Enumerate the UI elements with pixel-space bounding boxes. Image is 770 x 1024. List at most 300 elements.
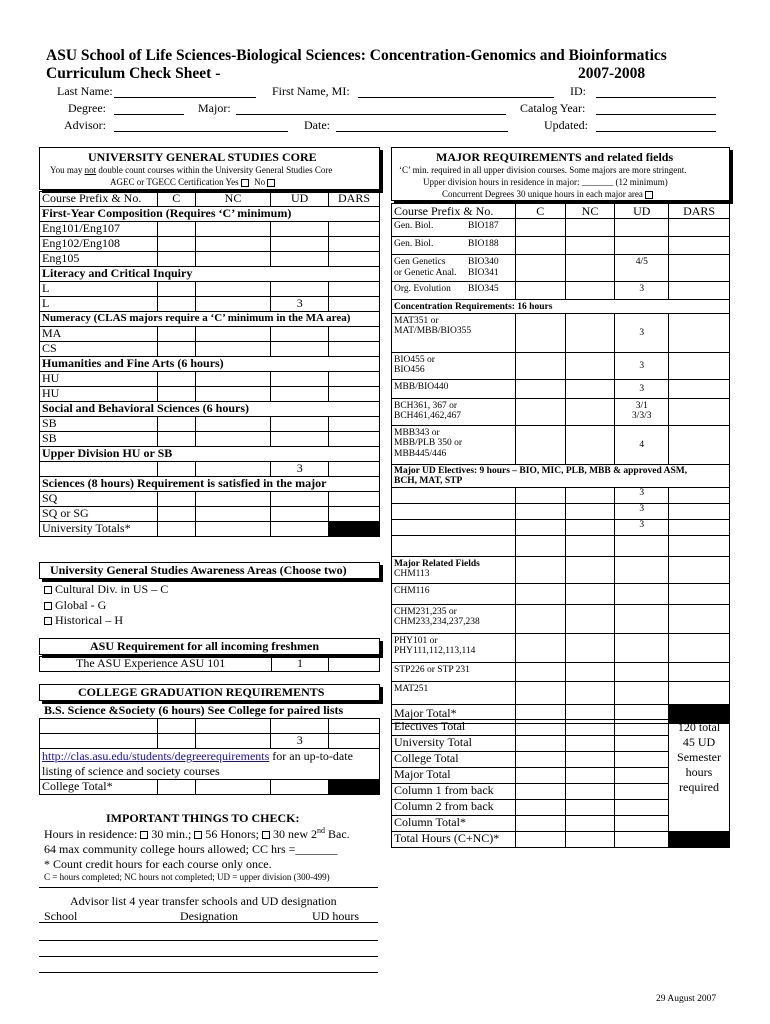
entry-cell[interactable] <box>615 768 669 784</box>
entry-cell[interactable] <box>515 282 565 300</box>
entry-cell[interactable] <box>329 282 380 297</box>
course-cell[interactable]: SB <box>40 432 158 447</box>
totals-label: Total Hours (C+NC)* <box>392 832 516 848</box>
table-row <box>392 519 730 535</box>
entry-cell[interactable] <box>329 342 380 357</box>
entry-cell[interactable] <box>669 503 730 519</box>
major-label: Major: <box>198 101 231 115</box>
entry-cell[interactable] <box>515 633 565 662</box>
table-row <box>392 464 730 487</box>
entry-cell[interactable] <box>615 800 669 816</box>
table-row <box>40 417 380 432</box>
college-c-cell[interactable] <box>157 734 195 749</box>
college-c-cell[interactable] <box>157 719 195 734</box>
entry-cell[interactable] <box>329 297 380 312</box>
entry-cell[interactable] <box>565 313 615 352</box>
ud-electives-heading: Major UD Electives: 9 hours – BIO, MIC, PLB, MBB & approved ASM, BCH, MAT, STP <box>392 464 730 487</box>
page-subtitle: Curriculum Check Sheet - <box>46 65 221 82</box>
entry-cell[interactable] <box>271 417 329 432</box>
catalog-year-field[interactable] <box>596 114 716 115</box>
entry-cell[interactable] <box>565 768 615 784</box>
advisor-row-line[interactable] <box>39 972 378 973</box>
entry-cell[interactable] <box>271 507 329 522</box>
entry-cell[interactable] <box>515 503 565 519</box>
col-header: DARS <box>669 204 730 219</box>
entry-cell[interactable] <box>565 379 615 398</box>
col-header: NC <box>195 192 271 207</box>
freshmen-table <box>39 656 380 672</box>
table-row <box>392 681 730 704</box>
college-nc-cell[interactable] <box>195 719 271 734</box>
entry-cell[interactable] <box>329 222 380 237</box>
entry-cell[interactable] <box>615 604 669 633</box>
table-row <box>40 282 380 297</box>
college-course-cell[interactable] <box>40 719 158 734</box>
entry-cell[interactable] <box>157 297 195 312</box>
entry-cell[interactable] <box>195 342 271 357</box>
asu101-hours: 1 <box>271 657 329 672</box>
entry-cell[interactable] <box>195 327 271 342</box>
entry-cell[interactable] <box>515 255 565 282</box>
course-cell[interactable]: SQ or SG <box>40 507 158 522</box>
col-header: Course Prefix & No. <box>392 204 516 219</box>
college-total-label: College Total* <box>40 780 158 795</box>
entry-cell[interactable] <box>515 752 565 768</box>
concentration-course-cell: BCH361, 367 or BCH461,462,467 <box>392 398 516 425</box>
entry-cell[interactable] <box>271 342 329 357</box>
entry-cell[interactable] <box>392 535 516 556</box>
table-row <box>392 535 730 556</box>
entry-cell[interactable] <box>515 237 565 255</box>
entry-cell[interactable] <box>515 768 565 784</box>
concentration-course-cell: MAT351 or MAT/MBB/BIO355 <box>392 313 516 352</box>
entry-cell[interactable] <box>329 462 380 477</box>
divider <box>39 887 378 888</box>
entry-cell[interactable] <box>195 492 271 507</box>
advisor-label: Advisor: <box>64 118 106 132</box>
entry-cell[interactable] <box>515 800 565 816</box>
course-cell[interactable]: Eng105 <box>40 252 158 267</box>
entry-cell[interactable] <box>392 487 516 503</box>
related-course-cell: STP226 or STP 231 <box>392 662 516 681</box>
entry-cell[interactable] <box>157 432 195 447</box>
section-heading: Humanities and Fine Arts (6 hours) <box>40 357 380 372</box>
gen-studies-table <box>39 191 380 537</box>
entry-cell[interactable] <box>669 282 730 300</box>
course-cell[interactable]: HU <box>40 372 158 387</box>
entry-cell[interactable] <box>515 487 565 503</box>
entry-cell[interactable] <box>565 503 615 519</box>
major-note-2: Upper division hours in residence in major: _______ (12 minimum) <box>423 177 668 187</box>
asu101-course: The ASU Experience ASU 101 <box>40 657 272 672</box>
checkbox-icon[interactable] <box>140 831 148 839</box>
advisor-row-line[interactable] <box>39 956 378 957</box>
col-header: DARS <box>329 192 380 207</box>
entry-cell[interactable] <box>157 522 195 537</box>
entry-cell[interactable] <box>157 372 195 387</box>
entry-cell[interactable] <box>565 784 615 800</box>
entry-cell[interactable] <box>669 352 730 379</box>
table-row <box>40 342 380 357</box>
entry-cell[interactable] <box>669 583 730 604</box>
checkbox-icon[interactable] <box>262 831 270 839</box>
ud-value: 3 <box>271 462 329 477</box>
entry-cell[interactable] <box>565 736 615 752</box>
college-total-nc[interactable] <box>195 780 271 795</box>
entry-cell[interactable] <box>157 342 195 357</box>
course-cell[interactable]: SQ <box>40 492 158 507</box>
entry-cell[interactable] <box>565 255 615 282</box>
table-row <box>392 300 730 314</box>
course-cell[interactable]: CS <box>40 342 158 357</box>
last-name-field[interactable] <box>114 97 256 98</box>
entry-cell[interactable] <box>271 282 329 297</box>
entry-cell[interactable] <box>515 784 565 800</box>
course-cell[interactable]: L <box>40 282 158 297</box>
entry-cell[interactable] <box>669 379 730 398</box>
entry-cell[interactable] <box>515 398 565 425</box>
entry-cell[interactable] <box>157 327 195 342</box>
college-course-cell[interactable] <box>40 734 158 749</box>
ud-value: 3 <box>615 282 669 300</box>
entry-cell[interactable] <box>565 832 615 848</box>
entry-cell[interactable] <box>615 720 669 736</box>
entry-cell[interactable] <box>565 662 615 681</box>
entry-cell[interactable] <box>669 487 730 503</box>
entry-cell[interactable] <box>565 219 615 237</box>
entry-cell[interactable] <box>157 462 195 477</box>
course-cell[interactable]: L <box>40 297 158 312</box>
entry-cell[interactable] <box>195 297 271 312</box>
entry-cell[interactable] <box>669 219 730 237</box>
entry-cell[interactable] <box>515 583 565 604</box>
section-heading: Sciences (8 hours) Requirement is satisfied in the major <box>40 477 380 492</box>
entry-cell[interactable] <box>157 492 195 507</box>
entry-cell[interactable] <box>515 352 565 379</box>
agec-no-checkbox[interactable] <box>267 179 275 187</box>
entry-cell[interactable] <box>515 535 565 556</box>
entry-cell[interactable] <box>392 519 516 535</box>
entry-cell[interactable] <box>669 237 730 255</box>
table-row <box>392 662 730 681</box>
cc-hours-line: 64 max community college hours allowed; CC hrs =_______ <box>44 842 338 856</box>
entry-cell[interactable] <box>565 816 615 832</box>
college-nc-cell[interactable] <box>195 734 271 749</box>
id-field[interactable] <box>596 97 716 98</box>
entry-cell[interactable] <box>565 720 615 736</box>
totals-label: Column 2 from back <box>392 800 516 816</box>
entry-cell[interactable] <box>329 417 380 432</box>
table-row <box>40 222 380 237</box>
college-table <box>39 718 380 795</box>
entry-cell[interactable] <box>271 432 329 447</box>
entry-cell[interactable] <box>515 832 565 848</box>
entry-cell[interactable] <box>669 313 730 352</box>
entry-cell[interactable] <box>195 432 271 447</box>
entry-cell[interactable] <box>329 252 380 267</box>
table-row <box>40 402 380 417</box>
table-row <box>40 312 380 327</box>
entry-cell[interactable] <box>515 379 565 398</box>
entry-cell[interactable] <box>615 633 669 662</box>
updated-field[interactable] <box>596 131 716 132</box>
degree-field[interactable] <box>114 114 184 115</box>
major-course-cell: Gen. Biol. BIO188 <box>392 237 516 255</box>
entry-cell[interactable] <box>392 503 516 519</box>
major-course-cell: Org. Evolution BIO345 <box>392 282 516 300</box>
course-cell[interactable]: MA <box>40 327 158 342</box>
page-title: ASU School of Life Sciences-Biological Sciences: Concentration-Genomics and Bioinformatics <box>46 47 667 64</box>
entry-cell[interactable] <box>565 633 615 662</box>
college-dars-cell[interactable] <box>329 734 380 749</box>
course-cell[interactable]: Eng102/Eng108 <box>40 237 158 252</box>
entry-cell[interactable] <box>271 522 329 537</box>
first-name-field[interactable] <box>358 97 554 98</box>
major-note-1: ‘C’ min. required in all upper division courses. Some majors are more stringent. <box>399 165 687 175</box>
entry-cell[interactable] <box>565 681 615 704</box>
entry-cell[interactable] <box>157 507 195 522</box>
entry-cell[interactable] <box>329 387 380 402</box>
entry-cell[interactable] <box>515 219 565 237</box>
entry-cell[interactable] <box>565 800 615 816</box>
entry-cell[interactable] <box>271 222 329 237</box>
college-total-c[interactable] <box>157 780 195 795</box>
last-name-label: Last Name: <box>57 84 113 98</box>
entry-cell[interactable] <box>669 425 730 464</box>
updated-label: Updated: <box>544 118 588 132</box>
entry-cell[interactable] <box>195 222 271 237</box>
entry-cell[interactable] <box>669 604 730 633</box>
entry-cell[interactable] <box>157 222 195 237</box>
table-row <box>40 522 380 537</box>
entry-cell[interactable] <box>329 432 380 447</box>
advisor-row-line[interactable] <box>39 922 378 923</box>
first-name-label: First Name, MI: <box>272 84 350 98</box>
entry-cell[interactable] <box>515 720 565 736</box>
entry-cell[interactable] <box>565 487 615 503</box>
table-row <box>40 207 380 222</box>
entry-cell[interactable] <box>271 252 329 267</box>
concentration-course-cell: MBB343 or MBB/PLB 350 or MBB445/446 <box>392 425 516 464</box>
col-header: C <box>157 192 195 207</box>
entry-cell[interactable] <box>615 784 669 800</box>
entry-cell[interactable] <box>515 313 565 352</box>
entry-cell[interactable] <box>515 519 565 535</box>
academic-year: 2007-2008 <box>578 65 646 82</box>
total-label: University Totals* <box>40 522 158 537</box>
table-row <box>392 832 730 848</box>
major-course-cell: Gen Genetics BIO340 or Genetic Anal. BIO341 <box>392 255 516 282</box>
entry-cell[interactable] <box>329 237 380 252</box>
entry-cell[interactable] <box>515 736 565 752</box>
agec-note: AGEC or TGECC Certification Yes No <box>110 177 278 187</box>
entry-cell[interactable] <box>195 522 271 537</box>
entry-cell[interactable] <box>515 556 565 583</box>
entry-cell[interactable] <box>515 662 565 681</box>
table-row <box>392 204 730 219</box>
awareness-item[interactable]: Cultural Div. in US – C <box>44 582 168 598</box>
entry-cell[interactable] <box>615 752 669 768</box>
table-row <box>392 720 730 736</box>
advisor-list-title: Advisor list 4 year transfer schools and UD designation <box>70 894 337 908</box>
important-title: IMPORTANT THINGS TO CHECK: <box>106 811 300 825</box>
date-field[interactable] <box>336 131 508 132</box>
college-dars-cell[interactable] <box>329 719 380 734</box>
major-field[interactable] <box>236 114 506 115</box>
col-header: Course Prefix & No. <box>40 192 158 207</box>
entry-cell[interactable] <box>329 507 380 522</box>
entry-cell[interactable] <box>565 604 615 633</box>
entry-cell[interactable] <box>615 832 669 848</box>
table-row <box>392 633 730 662</box>
count-once-note: * Count credit hours for each course only once. <box>44 857 272 871</box>
awareness-item[interactable]: Historical – H <box>44 613 168 629</box>
footer-date: 29 August 2007 <box>656 994 717 1004</box>
totals-label: Electives Total <box>392 720 516 736</box>
entry-cell[interactable] <box>329 492 380 507</box>
checkbox-icon <box>44 602 52 610</box>
degree-label: Degree: <box>68 101 106 115</box>
asu101-dars[interactable] <box>329 657 380 672</box>
entry-cell[interactable] <box>195 237 271 252</box>
entry-cell[interactable] <box>565 282 615 300</box>
entry-cell[interactable] <box>515 425 565 464</box>
entry-cell[interactable] <box>271 237 329 252</box>
advisor-field[interactable] <box>114 131 288 132</box>
entry-cell[interactable] <box>615 662 669 681</box>
course-cell[interactable]: Eng101/Eng107 <box>40 222 158 237</box>
gen-studies-title: UNIVERSITY GENERAL STUDIES CORE <box>88 150 317 164</box>
agec-yes-checkbox[interactable] <box>241 179 249 187</box>
entry-cell[interactable] <box>615 736 669 752</box>
entry-cell[interactable] <box>669 681 730 704</box>
table-row <box>392 237 730 255</box>
checkbox-icon <box>44 617 52 625</box>
entry-cell[interactable] <box>195 282 271 297</box>
entry-cell[interactable] <box>157 282 195 297</box>
designation-col-header: Designation <box>180 909 238 923</box>
blacked-cell <box>329 780 380 795</box>
ud-value <box>615 219 669 237</box>
entry-cell[interactable] <box>669 535 730 556</box>
entry-cell[interactable] <box>515 604 565 633</box>
table-row <box>392 556 730 583</box>
entry-cell[interactable] <box>669 519 730 535</box>
entry-cell[interactable] <box>271 492 329 507</box>
entry-cell[interactable] <box>565 519 615 535</box>
entry-cell[interactable] <box>669 662 730 681</box>
major-title: MAJOR REQUIREMENTS and related fields <box>436 150 674 164</box>
legend-note: C = hours completed; NC hours not completed; UD = upper division (300-499) <box>44 872 330 882</box>
table-row <box>40 432 380 447</box>
college-ud-value: 3 <box>271 734 329 749</box>
entry-cell[interactable] <box>565 752 615 768</box>
entry-cell[interactable] <box>271 372 329 387</box>
checkbox-icon[interactable] <box>194 831 202 839</box>
ud-value <box>615 237 669 255</box>
course-cell[interactable]: HU <box>40 387 158 402</box>
entry-cell[interactable] <box>515 816 565 832</box>
college-ud-cell[interactable] <box>271 719 329 734</box>
major-total-label: Major Total* <box>392 704 516 723</box>
entry-cell[interactable] <box>565 535 615 556</box>
advisor-row-line[interactable] <box>39 940 378 941</box>
entry-cell[interactable] <box>329 327 380 342</box>
entry-cell[interactable] <box>565 425 615 464</box>
totals-table <box>391 719 730 848</box>
concentration-course-cell: MBB/BIO440 <box>392 379 516 398</box>
entry-cell[interactable] <box>157 387 195 402</box>
entry-cell[interactable] <box>195 507 271 522</box>
table-row <box>40 297 380 312</box>
entry-cell[interactable] <box>195 387 271 402</box>
course-cell[interactable] <box>40 462 158 477</box>
checkbox-icon <box>44 586 52 594</box>
college-subtitle: B.S. Science &Society (6 hours) See College for paired lists <box>44 703 344 717</box>
entry-cell[interactable] <box>195 417 271 432</box>
entry-cell[interactable] <box>157 252 195 267</box>
section-heading: First-Year Composition (Requires ‘C’ minimum) <box>40 207 380 222</box>
col-header: UD <box>615 204 669 219</box>
school-col-header: School <box>44 909 78 923</box>
entry-cell[interactable] <box>157 237 195 252</box>
entry-cell[interactable] <box>669 255 730 282</box>
ud-hours-col-header: UD hours <box>312 909 359 923</box>
entry-cell[interactable] <box>565 556 615 583</box>
hours-required-note: 120 total 45 UD Semester hours required <box>669 720 730 832</box>
concentration-course-cell: BIO455 or BIO456 <box>392 352 516 379</box>
col-header: C <box>515 204 565 219</box>
entry-cell[interactable] <box>615 535 669 556</box>
course-cell[interactable]: SB <box>40 417 158 432</box>
entry-cell[interactable] <box>565 398 615 425</box>
entry-cell[interactable] <box>565 352 615 379</box>
table-row <box>40 252 380 267</box>
entry-cell[interactable] <box>669 633 730 662</box>
awareness-item[interactable]: Global - G <box>44 598 168 614</box>
entry-cell[interactable] <box>195 252 271 267</box>
totals-label: Column 1 from back <box>392 784 516 800</box>
entry-cell[interactable] <box>565 583 615 604</box>
entry-cell[interactable] <box>615 583 669 604</box>
degree-requirements-link[interactable]: http://clas.asu.edu/students/degreerequirements <box>42 749 270 763</box>
entry-cell[interactable] <box>669 398 730 425</box>
entry-cell[interactable] <box>195 462 271 477</box>
section-heading: Social and Behavioral Sciences (6 hours) <box>40 402 380 417</box>
entry-cell[interactable] <box>615 816 669 832</box>
entry-cell[interactable] <box>565 237 615 255</box>
entry-cell[interactable] <box>329 372 380 387</box>
table-row <box>40 372 380 387</box>
table-row <box>40 327 380 342</box>
entry-cell[interactable] <box>669 556 730 583</box>
entry-cell[interactable] <box>271 327 329 342</box>
table-row <box>392 352 730 379</box>
college-total-ud[interactable] <box>271 780 329 795</box>
entry-cell[interactable] <box>515 681 565 704</box>
entry-cell[interactable] <box>615 556 669 583</box>
col-header: NC <box>565 204 615 219</box>
entry-cell[interactable] <box>157 417 195 432</box>
entry-cell[interactable] <box>615 681 669 704</box>
totals-label: University Total <box>392 736 516 752</box>
col-header: UD <box>271 192 329 207</box>
entry-cell[interactable] <box>271 387 329 402</box>
checkbox-icon[interactable] <box>645 191 653 199</box>
table-row <box>392 255 730 282</box>
entry-cell[interactable] <box>195 372 271 387</box>
totals-label: Column Total* <box>392 816 516 832</box>
